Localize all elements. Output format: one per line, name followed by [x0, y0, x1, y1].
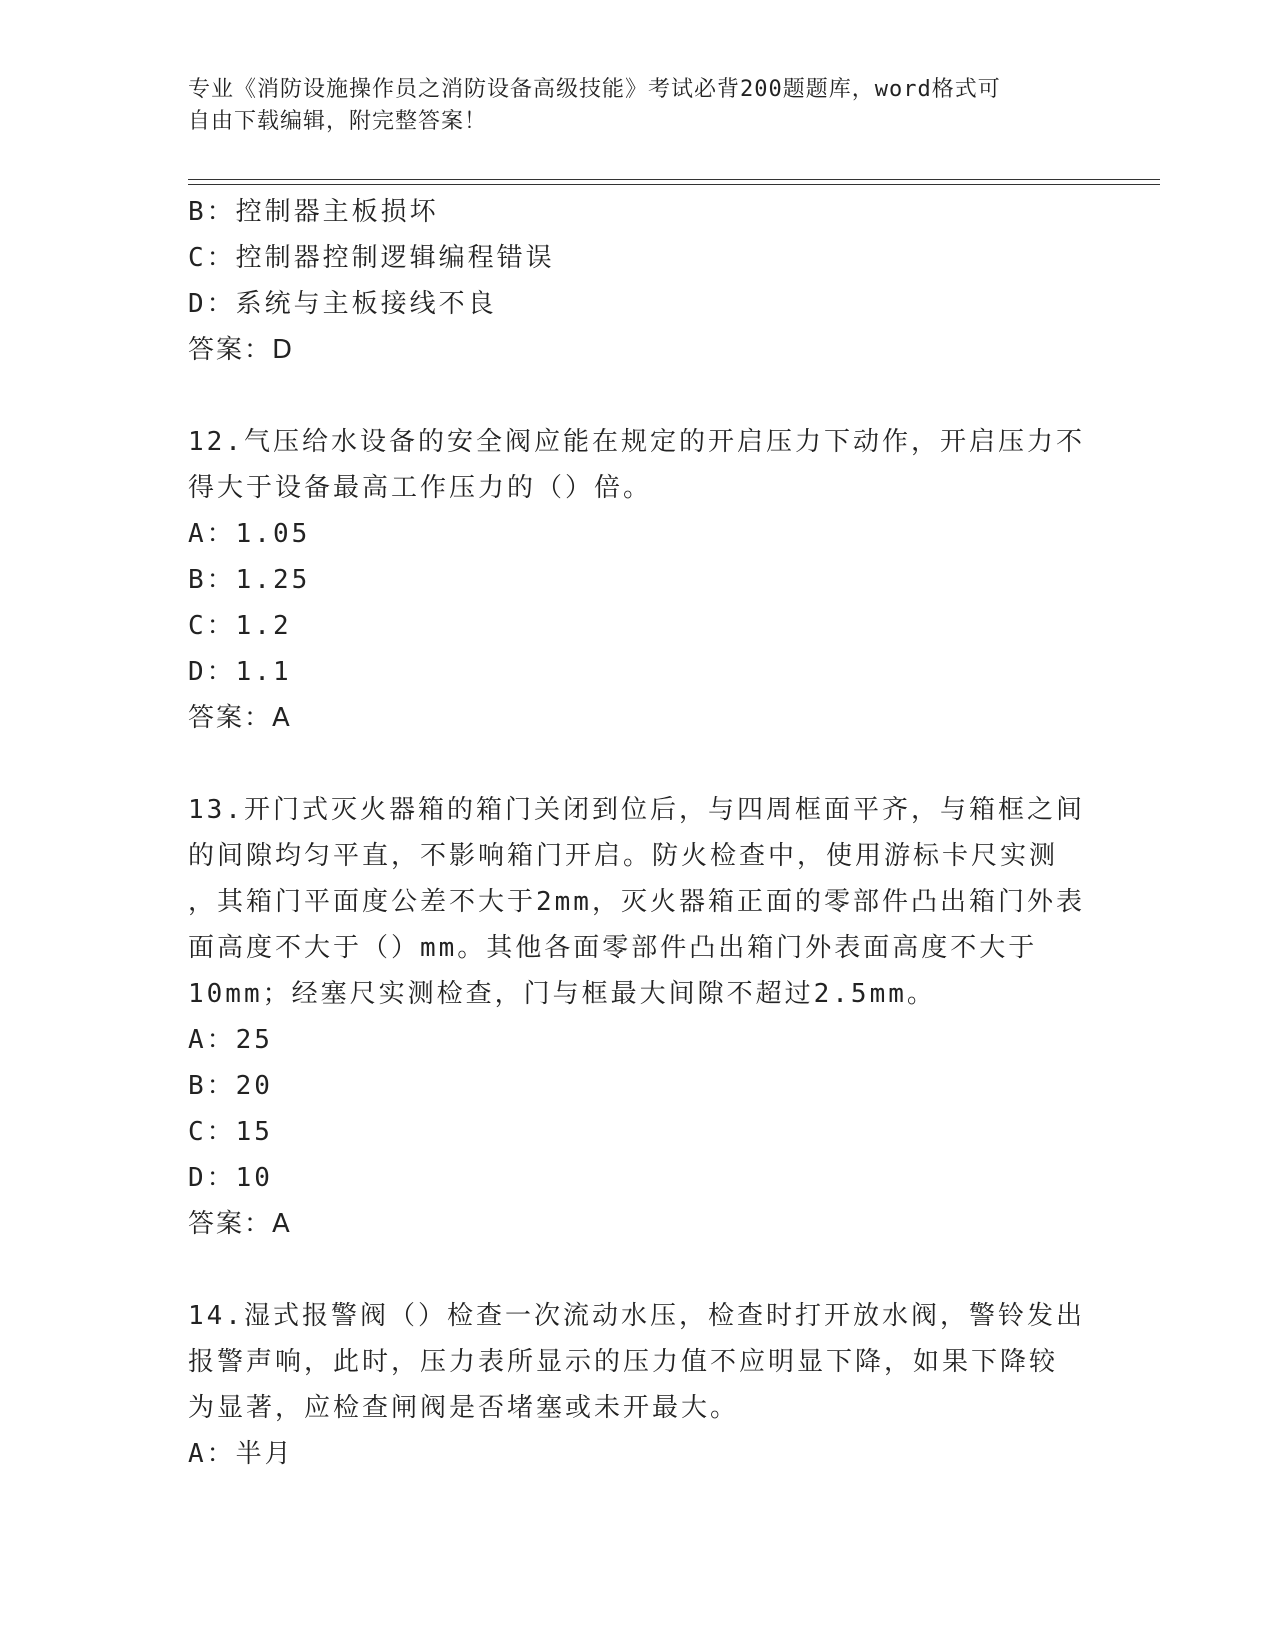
question-text-line: ，其箱门平面度公差不大于2mm，灭火器箱正面的零部件凸出箱门外表	[188, 887, 1085, 917]
option-c: C：控制器控制逻辑编程错误	[188, 243, 555, 273]
question-14	[188, 1293, 1088, 1477]
option-a: A：1.05	[188, 519, 311, 549]
question-text-line: 报警声响，此时，压力表所显示的压力值不应明显下降，如果下降较	[188, 1347, 1059, 1377]
option-b: B：20	[188, 1071, 273, 1101]
header-line-2: 自由下载编辑，附完整答案！	[188, 109, 488, 134]
answer: 答案：D	[188, 335, 295, 365]
question-11-tail	[188, 189, 1088, 373]
spacer	[188, 741, 1088, 787]
question-content	[188, 189, 1088, 1477]
option-c: C：15	[188, 1117, 273, 1147]
spacer	[188, 1247, 1088, 1293]
option-d: D：系统与主板接线不良	[188, 289, 497, 319]
option-b: B：1.25	[188, 565, 311, 595]
question-text-line: 14.湿式报警阀（）检查一次流动水压，检查时打开放水阀，警铃发出	[188, 1301, 1085, 1331]
document-header	[188, 74, 1088, 138]
question-text-line: 面高度不大于（）mm。其他各面零部件凸出箱门外表面高度不大于	[188, 933, 1038, 963]
question-text-line: 的间隙均匀平直，不影响箱门开启。防火检查中，使用游标卡尺实测	[188, 841, 1059, 871]
option-d: D：10	[188, 1163, 273, 1193]
question-text-line: 得大于设备最高工作压力的（）倍。	[188, 473, 653, 503]
option-d: D：1.1	[188, 657, 292, 687]
question-text-line: 12.气压给水设备的安全阀应能在规定的开启压力下动作，开启压力不	[188, 427, 1085, 457]
header-line-1: 专业《消防设施操作员之消防设备高级技能》考试必背200题题库，word格式可	[188, 77, 1001, 102]
question-12	[188, 419, 1088, 741]
option-a: A：25	[188, 1025, 273, 1055]
spacer	[188, 373, 1088, 419]
question-13	[188, 787, 1088, 1247]
option-a: A：半月	[188, 1439, 294, 1469]
header-divider-bottom	[188, 184, 1160, 185]
question-text-line: 为显著，应检查闸阀是否堵塞或未开最大。	[188, 1393, 740, 1423]
header-divider-top	[188, 179, 1160, 180]
option-b: B：控制器主板损坏	[188, 197, 439, 227]
answer: 答案：A	[188, 1209, 292, 1239]
question-text-line: 10mm；经塞尺实测检查，门与框最大间隙不超过2.5mm。	[188, 979, 936, 1009]
question-text-line: 13.开门式灭火器箱的箱门关闭到位后，与四周框面平齐，与箱框之间	[188, 795, 1085, 825]
answer: 答案：A	[188, 703, 292, 733]
option-c: C：1.2	[188, 611, 292, 641]
